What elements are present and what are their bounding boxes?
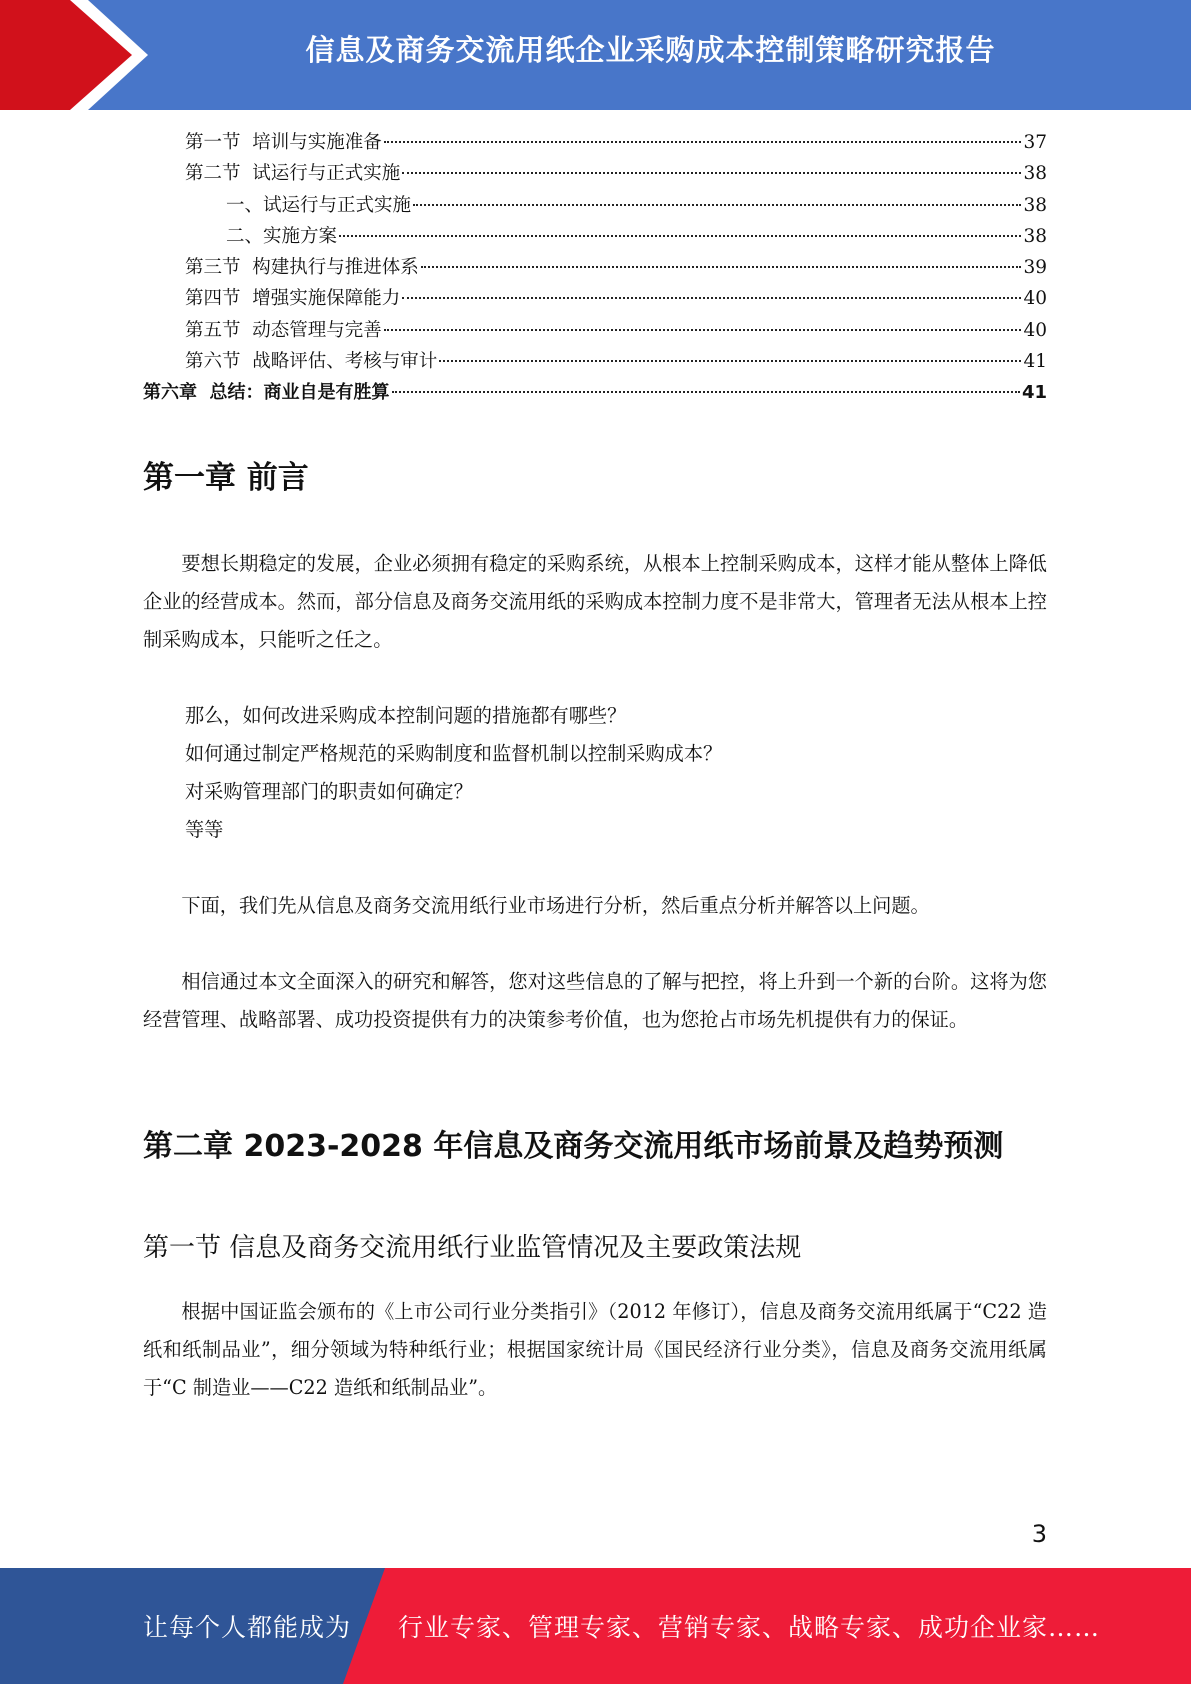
toc-entry[interactable] [143,347,1047,378]
question-item: 对采购管理部门的职责如何确定？ [185,780,473,803]
toc-leader-dots [384,141,1022,143]
page-number: 3 [1031,1520,1047,1548]
toc-entry[interactable] [143,284,1047,315]
toc-entry-page: 38 [1023,163,1047,185]
toc-entry-page: 38 [1023,194,1047,216]
toc-leader-dots [384,329,1022,331]
toc-entry-page: 40 [1023,288,1047,310]
toc-entry[interactable] [143,316,1047,347]
toc-entry[interactable] [143,191,1047,222]
toc-entry-page: 41 [1023,351,1047,373]
toc-leader-dots [413,204,1021,206]
toc-entry-label: 一、试运行与正式实施 [226,194,412,216]
question-item: 那么，如何改进采购成本控制问题的措施都有哪些？ [185,704,627,727]
header-banner [0,0,1191,110]
section-1-title: 第一节 信息及商务交流用纸行业监管情况及主要政策法规 [143,1233,802,1263]
toc-leader-dots [402,297,1021,299]
section-1-paragraph: 根据中国证监会颁布的《上市公司行业分类指引》（2012 年修订），信息及商务交流用纸属于“C22 造纸和纸制品业”，细分领域为特种纸行业；根据国家统计局《国民经济行业分类》，信息及商务交流用纸属于“C 制造业——C22 造纸和纸制品业”。 [143,1300,1047,1399]
toc-entry-label: 第四节 增强实施保障能力 [185,288,401,310]
toc-entry-label: 第五节 动态管理与完善 [185,319,382,341]
toc-entry-page: 39 [1023,257,1047,279]
footer-slogan-left: 让每个人都能成为 [143,1613,352,1642]
report-title: 信息及商务交流用纸企业采购成本控制策略研究报告 [305,33,996,67]
toc-leader-dots [439,360,1021,362]
toc-entry-label: 第一节 培训与实施准备 [185,132,382,153]
toc-entry[interactable] [143,222,1047,253]
chapter-1-paragraph-2: 下面，我们先从信息及商务交流用纸行业市场进行分析，然后重点分析并解答以上问题。 [181,894,930,917]
toc-entry-label: 第三节 构建执行与推进体系 [185,257,419,279]
toc-leader-dots [392,391,1020,393]
toc-leader-dots [339,235,1021,237]
chapter-1-paragraph-3: 相信通过本文全面深入的研究和解答，您对这些信息的了解与把控，将上升到一个新的台阶。这将为您经营管理、战略部署、成功投资提供有力的决策参考价值，也为您抢占市场先机提供有力的保证。 [143,970,1047,1031]
toc-leader-dots [402,172,1021,174]
toc-entry[interactable] [143,253,1047,284]
toc-entry[interactable] [143,378,1047,409]
toc-entry-label: 第六章 总结：商业自是有胜算 [143,382,390,404]
question-item: 等等 [185,818,224,841]
toc-entry-label: 第二节 试运行与正式实施 [185,163,401,185]
toc-entry-label: 第六节 战略评估、考核与审计 [185,351,438,373]
footer-banner [0,1568,1191,1684]
footer-slogan-right: 行业专家、管理专家、营销专家、战略专家、成功企业家…… [398,1613,1101,1642]
toc-leader-dots [421,266,1022,268]
question-list [185,697,722,849]
chapter-2-title: 第二章 2023-2028 年信息及商务交流用纸市场前景及趋势预测 [143,1129,1004,1164]
chapter-1-title: 第一章 前言 [143,460,309,496]
toc-entry-label: 二、实施方案 [226,225,338,247]
table-of-contents [143,128,1047,410]
toc-entry[interactable] [143,128,1047,159]
toc-entry[interactable] [143,159,1047,190]
toc-entry-page: 38 [1023,225,1047,247]
chapter-1-paragraph-1: 要想长期稳定的发展，企业必须拥有稳定的采购系统，从根本上控制采购成本，这样才能从整体上降低企业的经营成本。然而，部分信息及商务交流用纸的采购成本控制力度不是非常大，管理者无法从根本上控制采购成本，只能听之任之。 [143,552,1047,651]
question-item: 如何通过制定严格规范的采购制度和监督机制以控制采购成本？ [185,742,723,765]
toc-entry-page: 41 [1021,382,1047,404]
toc-entry-page: 37 [1023,132,1047,153]
toc-entry-page: 40 [1023,319,1047,341]
